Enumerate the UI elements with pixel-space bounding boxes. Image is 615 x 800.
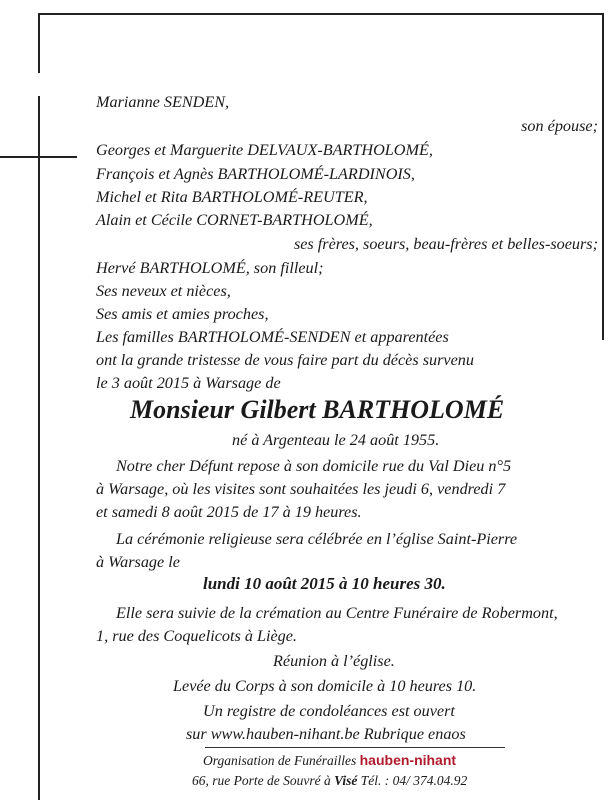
levee-text: Levée du Corps à son domicile à 10 heures 10.	[173, 677, 477, 695]
relative-line: Georges et Marguerite DELVAUX-BARTHOLOMÉ,	[96, 141, 433, 159]
brand-logo: hauben-nihant	[359, 752, 457, 768]
footer-divider	[205, 747, 505, 748]
cremation-line: 1, rue des Coquelicots à Liège.	[96, 627, 297, 645]
footer-organisation	[203, 752, 456, 769]
ceremony-line: à Warsage le	[96, 553, 180, 571]
relative-line: Les familles BARTHOLOMÉ-SENDEN et apparentées	[96, 328, 449, 346]
relative-line: ses frères, soeurs, beau-frères et belles-soeurs;	[293, 235, 598, 253]
relative-line: Alain et Cécile CORNET-BARTHOLOMÉ,	[96, 211, 373, 229]
relative-line: Ses amis et amies proches,	[96, 305, 269, 323]
reunion-text: Réunion à l’église.	[273, 652, 395, 670]
cross-horizontal-bar	[0, 156, 77, 158]
footer-address	[192, 773, 467, 789]
cross-vertical-bar	[38, 96, 40, 800]
registry-line: sur www.hauben-nihant.be Rubrique enaos	[186, 725, 466, 743]
footer-address-prefix: 66, rue Porte de Souvré à	[192, 773, 331, 788]
footer-city: Visé	[334, 773, 358, 788]
visitation-line: et samedi 8 août 2015 de 17 à 19 heures.	[96, 503, 362, 521]
ceremony-date: lundi 10 août 2015 à 10 heures 30.	[203, 574, 446, 593]
relative-line: son épouse;	[521, 117, 598, 135]
frame-left-border	[38, 13, 40, 73]
relative-line: Hervé BARTHOLOMÉ, son filleul;	[96, 259, 324, 277]
relative-line: Ses neveux et nièces,	[96, 282, 231, 300]
relative-line: le 3 août 2015 à Warsage de	[96, 374, 281, 392]
registry-line: Un registre de condoléances est ouvert	[203, 702, 455, 720]
visitation-line: Notre cher Défunt repose à son domicile rue du Val Dieu n°5	[116, 457, 512, 475]
relative-line: Michel et Rita BARTHOLOMÉ-REUTER,	[96, 188, 368, 206]
relative-line: François et Agnès BARTHOLOMÉ-LARDINOIS,	[96, 165, 415, 183]
visitation-line: à Warsage, où les visites sont souhaitées les jeudi 6, vendredi 7	[96, 480, 506, 498]
frame-right-border	[602, 13, 604, 340]
footer-org-prefix: Organisation de Funérailles	[203, 753, 357, 768]
footer-phone: Tél. : 04/ 374.04.92	[360, 773, 468, 788]
birth-info: né à Argenteau le 24 août 1955.	[232, 431, 440, 449]
relative-line: ont la grande tristesse de vous faire part du décès survenu	[96, 351, 474, 369]
deceased-name: Monsieur Gilbert BARTHOLOMÉ	[130, 395, 505, 424]
relative-line: Marianne SENDEN,	[96, 93, 230, 111]
frame-top-border	[38, 13, 604, 15]
ceremony-line: La cérémonie religieuse sera célébrée en l’église Saint-Pierre	[116, 530, 518, 548]
cremation-line: Elle sera suivie de la crémation au Centre Funéraire de Robermont,	[116, 604, 558, 622]
